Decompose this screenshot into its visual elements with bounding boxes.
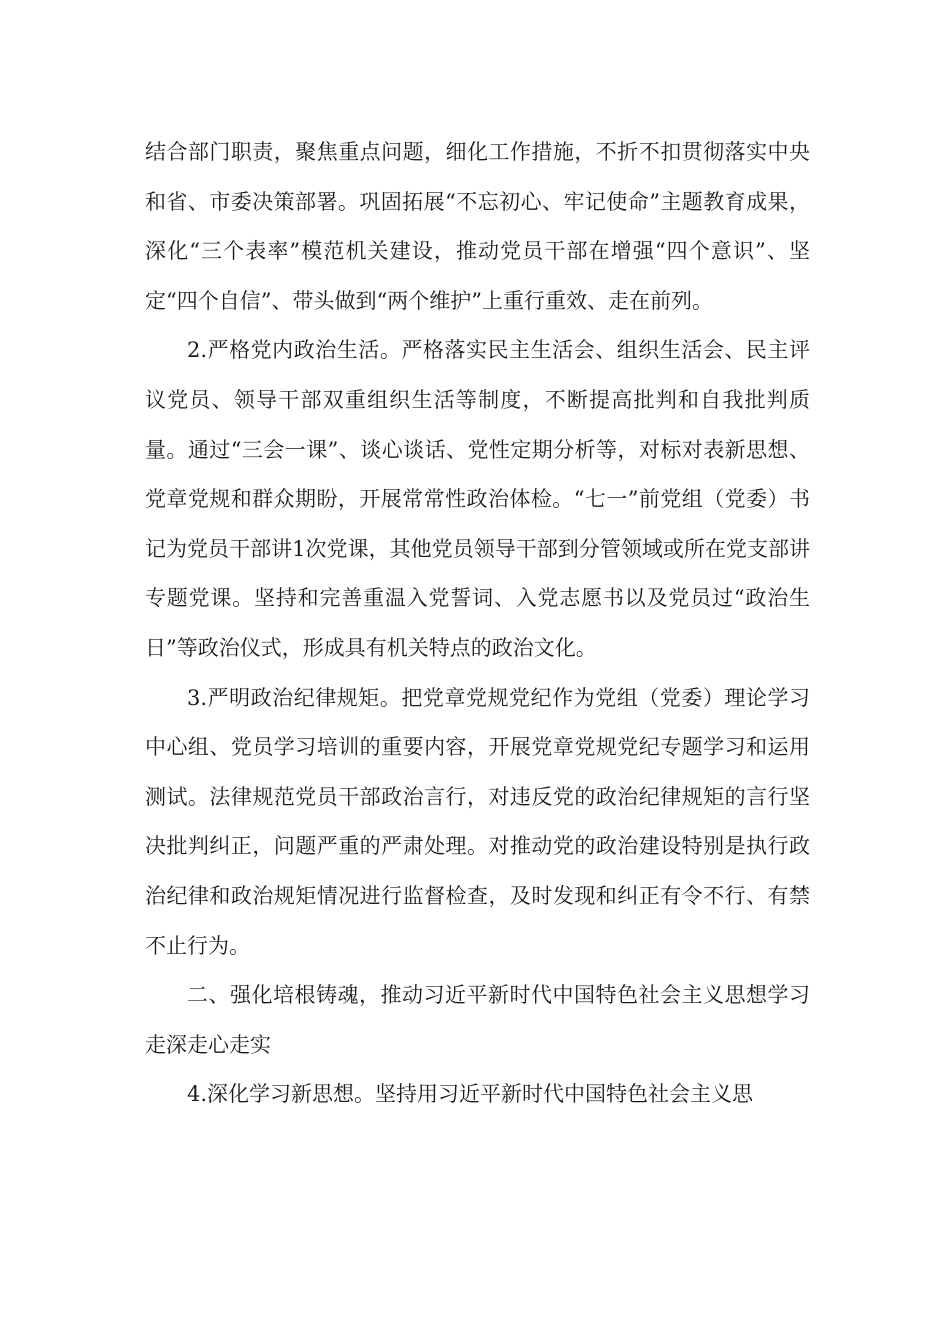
paragraph-item-3: 3.严明政治纪律规矩。把党章党规党纪作为党组（党委）理论学习中心组、党员学习培训的重要内容，开展党章党规党纪专题学习和运用测试。法律规范党员干部政治言行，对违反党的政治纪律规矩的言行坚决批判纠正，问题严重的严肃处理。对推动党的政治建设特别是执行政治纪律和政治规矩情况进行监督检查，及时发现和纠正有令不行、有禁不止行为。 (145, 685, 810, 958)
paragraph-continuation: 结合部门职责，聚焦重点问题，细化工作措施，不折不扣贯彻落实中央和省、市委决策部署。巩固拓展“不忘初心、牢记使命”主题教育成果，深化“三个表率”模范机关建设，推动党员干部在增强“四个意识”、坚定“四个自信”、带头做到“两个维护”上重行重效、走在前列。 (145, 140, 810, 313)
paragraph-item-4: 4.深化学习新思想。坚持用习近平新时代中国特色社会主义思 (187, 1082, 754, 1107)
paragraph-item-2: 2.严格党内政治生活。严格落实民主生活会、组织生活会、民主评议党员、领导干部双重组织生活等制度，不断提高批判和自我批判质量。通过“三会一课”、谈心谈话、党性定期分析等，对标对表新思想、党章党规和群众期盼，开展常常性政治体检。“七一”前党组（党委）书记为党员干部讲1次党课，其他党员领导干部到分管领域或所在党支部讲专题党课。坚持和完善重温入党誓词、入党志愿书以及党员过“政治生日”等政治仪式，形成具有机关特点的政治文化。 (145, 338, 810, 660)
document-body (145, 128, 810, 1120)
section-heading-2: 二、强化培根铸魂，推动习近平新时代中国特色社会主义思想学习走深走心走实 (145, 983, 810, 1057)
